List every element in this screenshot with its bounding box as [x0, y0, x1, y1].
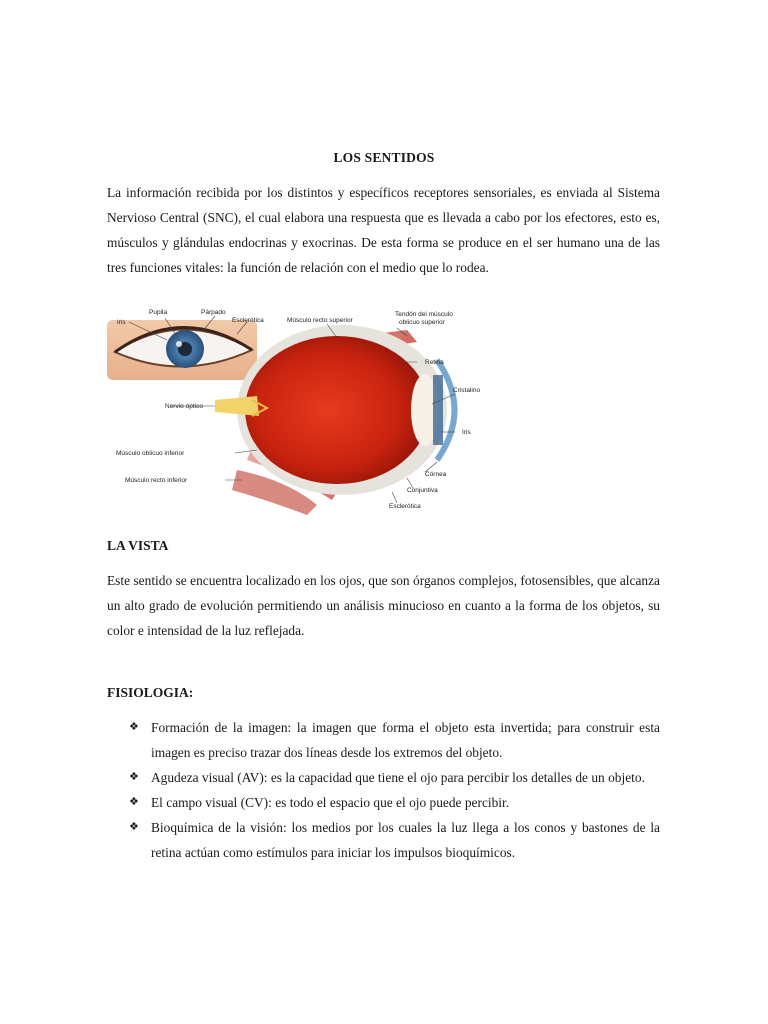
diamond-bullet-icon: ❖ [129, 721, 139, 733]
list-item: ❖ Bioquímica de la visión: los medios por los cuales la luz llega a los conos y bastones de la retina actúan como estímulos para iniciar los impulsos bioquímicos. [129, 815, 660, 865]
fisiologia-list [129, 715, 660, 865]
section-heading-fisiologia: FISIOLOGIA: [107, 685, 194, 700]
label-nervio-optico: Nervio óptico [165, 403, 203, 410]
list-item: ❖ El campo visual (CV): es todo el espacio que el ojo puede percibir. [129, 790, 660, 815]
label-tendon-1: Tendón del músculo [395, 311, 453, 318]
label-esclerotica-bottom: Esclerótica [389, 503, 421, 510]
label-iris-right: Iris [462, 429, 471, 436]
eye-anatomy-illustration [107, 300, 481, 518]
label-musculo-recto-superior: Músculo recto superior [287, 317, 353, 324]
label-tendon-2: oblicuo superior [399, 319, 445, 326]
label-musculo-oblicuo-inferior: Músculo oblicuo inferior [116, 450, 185, 457]
vista-paragraph: Este sentido se encuentra localizado en los ojos, que son órganos complejos, fotosensibles, que alcanza un alto grado de evolución permitiendo un análisis minucioso en cuanto a la forma de los objetos, su color e intensidad de la luz reflejada. [107, 573, 660, 638]
intro-paragraph: La información recibida por los distintos y específicos receptores sensoriales, es enviada al Sistema Nervioso Central (SNC), el cual elabora una respuesta que es llevada a cabo por los efectores, esto es, músculos y glándulas endocrinas y exocrinas. De esta forma se produce en el ser humano una de las tres funciones vitales: la función de relación con el medio que lo rodea. [107, 185, 660, 275]
diamond-bullet-icon: ❖ [129, 796, 139, 808]
list-item: ❖ Agudeza visual (AV): es la capacidad que tiene el ojo para percibir los detalles de un objeto. [129, 765, 660, 790]
document-title: LOS SENTIDOS [333, 150, 435, 165]
label-iris-left: Iris [117, 319, 126, 326]
label-retina: Retina [425, 359, 444, 366]
label-musculo-recto-inferior: Músculo recto inferior [125, 477, 188, 484]
diamond-bullet-icon: ❖ [129, 821, 139, 833]
label-parpado: Párpado [201, 309, 226, 316]
label-cristalino: Cristalino [453, 387, 481, 394]
section-heading-vista: LA VISTA [107, 538, 169, 553]
diamond-bullet-icon: ❖ [129, 771, 139, 783]
label-esclerotica-top: Esclerótica [232, 317, 264, 324]
label-pupila: Pupila [149, 309, 168, 316]
label-cornea: Córnea [425, 471, 447, 478]
list-item: ❖ Formación de la imagen: la imagen que forma el objeto esta invertida; para construir esta imagen es preciso trazar dos líneas desde los extremos del objeto. [129, 715, 660, 765]
label-conjuntiva: Conjuntiva [407, 487, 438, 494]
external-eye-image [107, 320, 257, 380]
